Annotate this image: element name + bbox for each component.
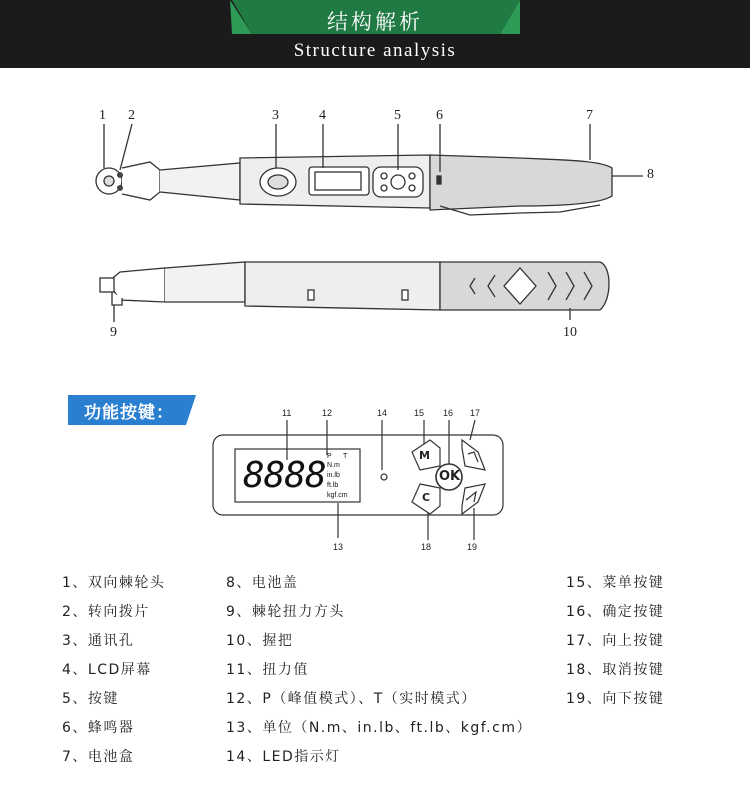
legend-item: 6、蜂鸣器 — [62, 720, 135, 736]
cancel-button[interactable]: C — [422, 491, 431, 504]
label-15: 15 — [414, 408, 425, 418]
legend-item: 15、菜单按键 — [566, 575, 665, 591]
label-6: 6 — [436, 108, 443, 123]
legend-item: 13、单位（N.m、in.lb、ft.lb、kgf.cm） — [226, 720, 532, 736]
lcd-unit-ftlb: ft.lb — [327, 482, 339, 489]
label-4: 4 — [319, 108, 326, 123]
lcd-torque-digits: 8888 — [243, 455, 326, 496]
label-14: 14 — [377, 408, 388, 418]
lcd-mode-p: P — [327, 453, 332, 460]
label-9: 9 — [110, 325, 117, 340]
lcd-mode-t: T — [343, 453, 348, 460]
label-11: 11 — [282, 408, 292, 418]
legend-item: 1、双向棘轮头 — [62, 575, 166, 591]
legend-item: 19、向下按键 — [566, 691, 665, 707]
legend-item: 10、握把 — [226, 633, 294, 649]
lcd-unit-kgfcm: kgf.cm — [327, 492, 348, 499]
legend-item: 4、LCD屏幕 — [62, 662, 152, 678]
lcd-unit-inlb: in.lb — [327, 472, 340, 479]
function-keys-label: 功能按键： — [84, 403, 174, 423]
legend-item: 7、电池盒 — [62, 749, 135, 765]
legend-item: 5、按键 — [62, 691, 119, 707]
legend-item: 14、LED指示灯 — [226, 749, 341, 765]
label-7: 7 — [586, 108, 593, 123]
header-title: 结构解析 — [327, 10, 423, 34]
header-subtitle: Structure analysis — [293, 40, 457, 61]
legend-item: 9、棘轮扭力方头 — [226, 604, 345, 620]
label-1: 1 — [99, 108, 106, 123]
legend-item: 8、电池盖 — [226, 575, 299, 591]
legend-item: 16、确定按键 — [566, 604, 665, 620]
label-10: 10 — [563, 325, 577, 340]
label-19: 19 — [467, 542, 478, 552]
label-17: 17 — [470, 408, 481, 418]
lcd-unit-nm: N.m — [327, 462, 340, 469]
label-12: 12 — [322, 408, 333, 418]
label-2: 2 — [128, 108, 135, 123]
label-18: 18 — [421, 542, 432, 552]
up-button[interactable] — [462, 440, 486, 468]
legend-item: 12、P（峰值模式）、T（实时模式） — [226, 691, 477, 707]
legend-item: 2、转向拨片 — [62, 604, 150, 620]
label-13: 13 — [333, 542, 344, 552]
label-5: 5 — [394, 108, 401, 123]
label-3: 3 — [272, 108, 279, 123]
menu-button[interactable]: M — [419, 449, 430, 462]
down-button[interactable] — [462, 486, 486, 514]
legend-item: 17、向上按键 — [566, 633, 665, 649]
legend-item: 3、通讯孔 — [62, 633, 135, 649]
legend-item: 11、扭力值 — [226, 662, 309, 678]
label-8: 8 — [647, 167, 654, 182]
ok-button[interactable]: OK — [439, 469, 461, 484]
label-16: 16 — [443, 408, 454, 418]
legend-item: 18、取消按键 — [566, 662, 665, 678]
